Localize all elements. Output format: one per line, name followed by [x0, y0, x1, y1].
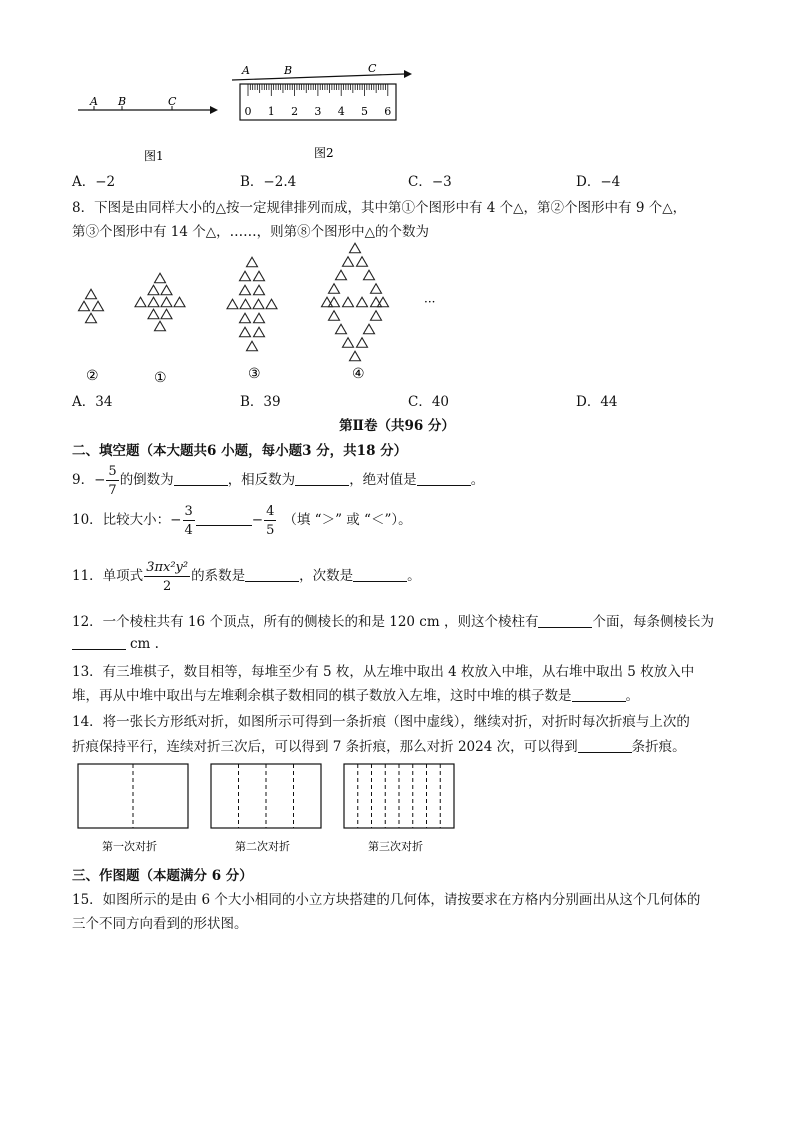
q10-minus: − [251, 512, 264, 528]
triangle-mark [161, 285, 172, 295]
triangle-mark [343, 297, 354, 307]
fig1-point-b: B [118, 95, 127, 108]
fig2-caption: 图2 [314, 146, 334, 160]
triangle-mark [357, 297, 368, 307]
figure-1 [78, 95, 218, 163]
triangle-mark [135, 297, 146, 307]
triangle-mark [247, 257, 258, 267]
number-line-figures [72, 60, 422, 165]
pattern-label-4: ④ [352, 366, 365, 382]
fold-2 [211, 764, 321, 853]
triangle-mark [247, 341, 258, 351]
triangle-mark [364, 270, 375, 280]
ruler-label: 6 [384, 105, 392, 118]
q10-blank[interactable] [196, 511, 252, 526]
triangle-mark [174, 297, 185, 307]
triangle-mark [161, 297, 172, 307]
triangle-mark [93, 301, 104, 311]
triangle-mark [155, 321, 166, 331]
q15-line-1: 15．如图所示的是由 6 个大小相同的小立方块搭建的几何体，请按要求在方格内分别画出从这个几何体的 [72, 892, 701, 908]
ruler-label: 5 [361, 105, 368, 118]
triangle-mark [371, 284, 382, 294]
part-2-title: 二、填空题（本大题共6 小题，每小题3 分，共18 分） [72, 443, 408, 459]
triangle-mark [254, 313, 265, 323]
q11-blank-1[interactable] [245, 567, 299, 582]
triangle-mark [155, 273, 166, 283]
q7-option-b: B．−2.4 [240, 174, 297, 190]
triangle-mark [79, 301, 90, 311]
ruler-label: 0 [244, 105, 252, 118]
q12-blank-2[interactable] [72, 635, 126, 650]
q9-blank-2[interactable] [295, 471, 349, 486]
triangle-mark [240, 313, 251, 323]
q15-line-2: 三个不同方向看到的形状图。 [72, 916, 248, 932]
q8-line-2: 第③个图形中有 14 个△，……，则第⑧个图形中△的个数为 [72, 224, 430, 240]
triangle-mark [336, 324, 347, 334]
q14-blank[interactable] [578, 738, 632, 753]
triangle-mark [329, 284, 340, 294]
q11-blank-2[interactable] [353, 567, 407, 582]
ruler-label: 4 [337, 105, 345, 118]
triangle-mark [240, 327, 251, 337]
q13-line-2: 堆，再从中堆中取出与左堆剩余棋子数相同的棋子数放入左堆，这时中堆的棋子数是 。 [72, 688, 639, 704]
fig2-point-a: A [242, 64, 250, 77]
q7-option-a: A．−2 [72, 174, 116, 190]
triangle-mark [254, 271, 265, 281]
ruler-label: 2 [291, 105, 299, 118]
triangle-mark [86, 313, 97, 323]
fold-caption-2: 第二次对折 [235, 840, 290, 853]
q9-text-4: 。 [470, 472, 485, 488]
q7-option-d: D．−4 [576, 174, 621, 190]
pattern-label-2: ② [86, 368, 99, 384]
fold-1 [78, 764, 188, 853]
q11-fraction: $\frac{\text{3πx²y²}}{2}$ [146, 559, 189, 594]
triangle-mark [371, 311, 382, 321]
fold-caption-3: 第三次对折 [368, 840, 423, 853]
q8-option-c: C．40 [408, 394, 450, 410]
fig2-point-b: B [284, 64, 293, 77]
q14-line-2: 折痕保持平行，连续对折三次后，可以得到 7 条折痕，那么对折 2024 次，可以得到 条折痕。 [72, 739, 686, 755]
triangle-pattern-figure [72, 240, 452, 388]
triangle-mark [357, 338, 368, 348]
q10-prefix: 10．比较大小：− [72, 512, 182, 528]
triangle-mark [364, 324, 375, 334]
section-2-title: 第Ⅱ卷（共96 分） [339, 418, 455, 434]
q11-text-2: ，次数是 [299, 568, 354, 584]
q11 [72, 556, 421, 596]
q9-fraction: $\frac{5}{7}$ [108, 463, 117, 498]
triangle-mark [253, 299, 264, 309]
triangle-mark [336, 270, 347, 280]
q13-blank[interactable] [572, 687, 626, 702]
q10-suffix: （填 “＞” 或 “＜”）。 [283, 512, 412, 528]
pattern-ellipsis: ··· [424, 295, 436, 309]
q9-prefix: 9．− [72, 472, 106, 488]
q13-line-1: 13．有三堆棋子，数目相等，每堆至少有 5 枚，从左堆中取出 4 枚放入中堆，从右堆中取出 5 枚放入中 [72, 664, 695, 680]
fig2-point-c: C [368, 62, 377, 75]
q8-line-1: 8．下图是由同样大小的△按一定规律排列而成，其中第①个图形中有 4 个△，第②个图形中有 9 个△， [72, 200, 687, 216]
q11-text-1: 的系数是 [191, 568, 246, 584]
fig1-caption: 图1 [144, 149, 164, 163]
q9-blank-1[interactable] [174, 471, 228, 486]
q12-line-2: cm . [72, 635, 159, 652]
q11-prefix: 11．单项式 [72, 568, 144, 584]
triangle-mark [357, 257, 368, 267]
q8-option-b: B．39 [240, 394, 281, 410]
triangle-mark [343, 257, 354, 267]
q10-fraction-1: $\frac{3}{4}$ [184, 503, 193, 538]
fig1-point-a: A [90, 95, 98, 108]
pattern-label-3: ③ [248, 366, 261, 382]
triangle-mark [86, 289, 97, 299]
figure-2 [232, 62, 412, 160]
triangle-mark [329, 311, 340, 321]
pattern-label-1: ① [154, 370, 167, 386]
q9-blank-3[interactable] [417, 471, 471, 486]
paper-fold-figure [72, 760, 462, 860]
fold-3 [344, 764, 454, 853]
triangle-mark [240, 285, 251, 295]
triangle-mark [343, 338, 354, 348]
triangle-mark [148, 285, 159, 295]
q7-option-c: C．−3 [408, 174, 452, 190]
triangle-mark [240, 271, 251, 281]
ruler-label: 1 [267, 105, 275, 118]
part-3-title: 三、作图题（本题满分 6 分） [72, 868, 253, 884]
triangle-mark [148, 297, 159, 307]
fig1-point-c: C [168, 95, 177, 108]
triangle-mark [266, 299, 277, 309]
q9-text-1: 的倒数为 [119, 472, 174, 488]
q9 [72, 462, 484, 498]
q9-text-2: ，相反数为 [227, 472, 296, 488]
triangle-mark [148, 309, 159, 319]
triangle-mark [254, 285, 265, 295]
q10 [72, 502, 412, 538]
triangle-mark [350, 351, 361, 361]
q11-text-3: 。 [407, 568, 421, 584]
q12-line-1: 12．一个棱柱共有 16 个顶点，所有的侧棱长的和是 120 cm ，则这个棱柱有 个面，每条侧棱长为 [72, 614, 714, 630]
q14-line-1: 14．将一张长方形纸对折，如图所示可得到一条折痕（图中虚线），继续对折，对折时每次折痕与上次的 [72, 714, 690, 730]
q9-text-3: ，绝对值是 [349, 472, 417, 488]
ruler-label: 3 [314, 105, 322, 118]
q8-option-a: A．34 [72, 394, 113, 410]
triangle-mark [227, 299, 238, 309]
triangle-mark [240, 299, 251, 309]
q8-option-d: D．44 [576, 394, 618, 410]
q12-blank-1[interactable] [538, 613, 592, 628]
q10-fraction-2: $\frac{4}{5}$ [266, 503, 275, 538]
fold-caption-1: 第一次对折 [102, 840, 157, 853]
triangle-mark [161, 309, 172, 319]
triangle-mark [254, 327, 265, 337]
triangle-mark [350, 243, 361, 253]
